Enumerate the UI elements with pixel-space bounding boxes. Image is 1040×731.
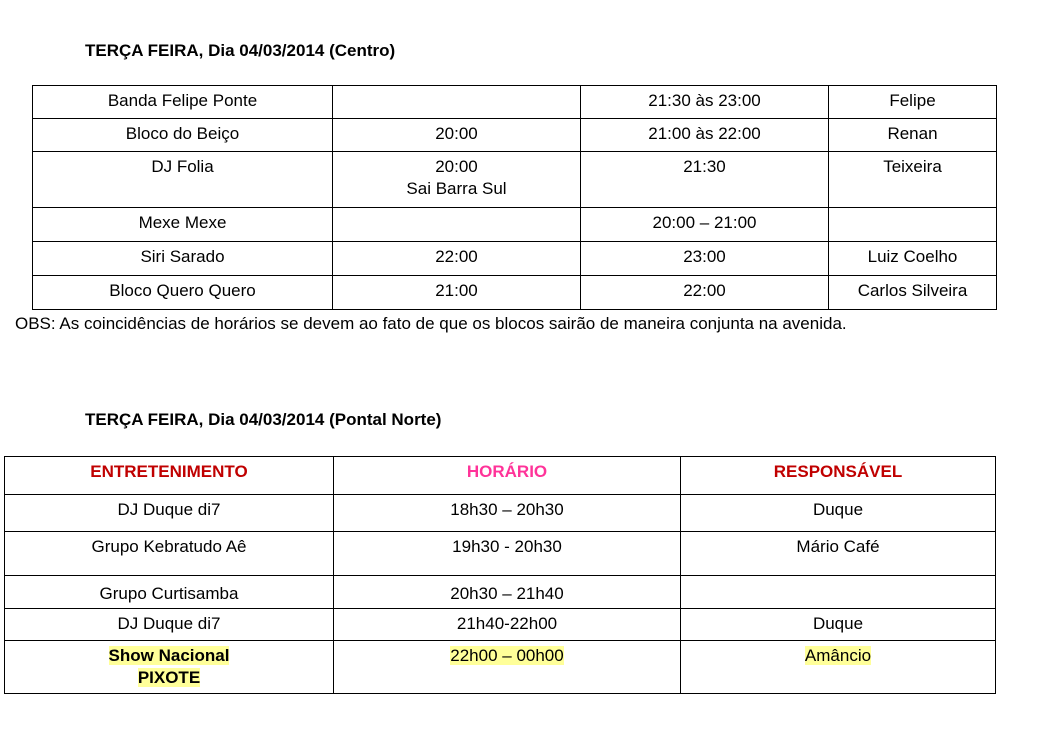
attraction-name: Siri Sarado: [33, 242, 333, 276]
table-row: [5, 609, 996, 641]
departure-time: [333, 86, 581, 119]
table-row: [33, 276, 997, 310]
table-row: [5, 495, 996, 532]
header-entretenimento: ENTRETENIMENTO: [5, 457, 334, 495]
table-row: [33, 86, 997, 119]
featured-responsible-value: Amâncio: [804, 646, 872, 665]
observation-note: OBS: As coincidências de horários se devem ao fato de que os blocos sairão de maneira conjunta na avenida.: [15, 314, 847, 333]
table-row: [33, 152, 997, 208]
table-row: [5, 532, 996, 576]
schedule-time: 20h30 – 21h40: [334, 576, 681, 609]
schedule-time: 21:30: [581, 152, 829, 208]
responsible: [681, 576, 996, 609]
attraction-name: DJ Folia: [33, 152, 333, 208]
table-row: [33, 208, 997, 242]
departure-time: [333, 152, 581, 208]
attraction-name: DJ Duque di7: [5, 495, 334, 532]
featured-attraction: [5, 641, 334, 694]
attraction-name: Grupo Kebratudo Aê: [5, 532, 334, 576]
responsible: Felipe: [829, 86, 997, 119]
responsible: [829, 208, 997, 242]
table-row: [33, 119, 997, 152]
section-pontal-norte-title: TERÇA FEIRA, Dia 04/03/2014 (Pontal Norte): [85, 410, 442, 429]
table-row: [5, 576, 996, 609]
departure-time: 21:00: [333, 276, 581, 310]
attraction-name: Grupo Curtisamba: [5, 576, 334, 609]
attraction-name: Bloco do Beiço: [33, 119, 333, 152]
featured-name-line1: Show Nacional: [108, 646, 230, 665]
attraction-name: DJ Duque di7: [5, 609, 334, 641]
departure-time-value: 20:00: [435, 157, 478, 176]
attraction-name: Banda Felipe Ponte: [33, 86, 333, 119]
departure-time: 22:00: [333, 242, 581, 276]
departure-note: Sai Barra Sul: [406, 179, 507, 198]
attraction-name: Bloco Quero Quero: [33, 276, 333, 310]
featured-time: [334, 641, 681, 694]
featured-name-line2: PIXOTE: [137, 668, 201, 687]
pontal-norte-schedule-table: [4, 456, 996, 694]
responsible: Teixeira: [829, 152, 997, 208]
departure-time: [333, 208, 581, 242]
schedule-time: 19h30 - 20h30: [334, 532, 681, 576]
responsible: Mário Café: [681, 532, 996, 576]
schedule-time: 20:00 – 21:00: [581, 208, 829, 242]
featured-responsible: [681, 641, 996, 694]
schedule-time: 21h40-22h00: [334, 609, 681, 641]
centro-schedule-table: [32, 85, 997, 310]
responsible: Duque: [681, 495, 996, 532]
schedule-time: 21:00 às 22:00: [581, 119, 829, 152]
responsible: Renan: [829, 119, 997, 152]
responsible: Luiz Coelho: [829, 242, 997, 276]
featured-row: [5, 641, 996, 694]
table-row: [33, 242, 997, 276]
header-horario: HORÁRIO: [334, 457, 681, 495]
departure-time: 20:00: [333, 119, 581, 152]
responsible: Duque: [681, 609, 996, 641]
schedule-time: 18h30 – 20h30: [334, 495, 681, 532]
featured-time-value: 22h00 – 00h00: [450, 646, 564, 665]
section-centro-title: TERÇA FEIRA, Dia 04/03/2014 (Centro): [85, 41, 396, 60]
schedule-time: 22:00: [581, 276, 829, 310]
schedule-time: 21:30 às 23:00: [581, 86, 829, 119]
responsible: Carlos Silveira: [829, 276, 997, 310]
header-responsavel: RESPONSÁVEL: [681, 457, 996, 495]
schedule-time: 23:00: [581, 242, 829, 276]
attraction-name: Mexe Mexe: [33, 208, 333, 242]
table-header-row: [5, 457, 996, 495]
